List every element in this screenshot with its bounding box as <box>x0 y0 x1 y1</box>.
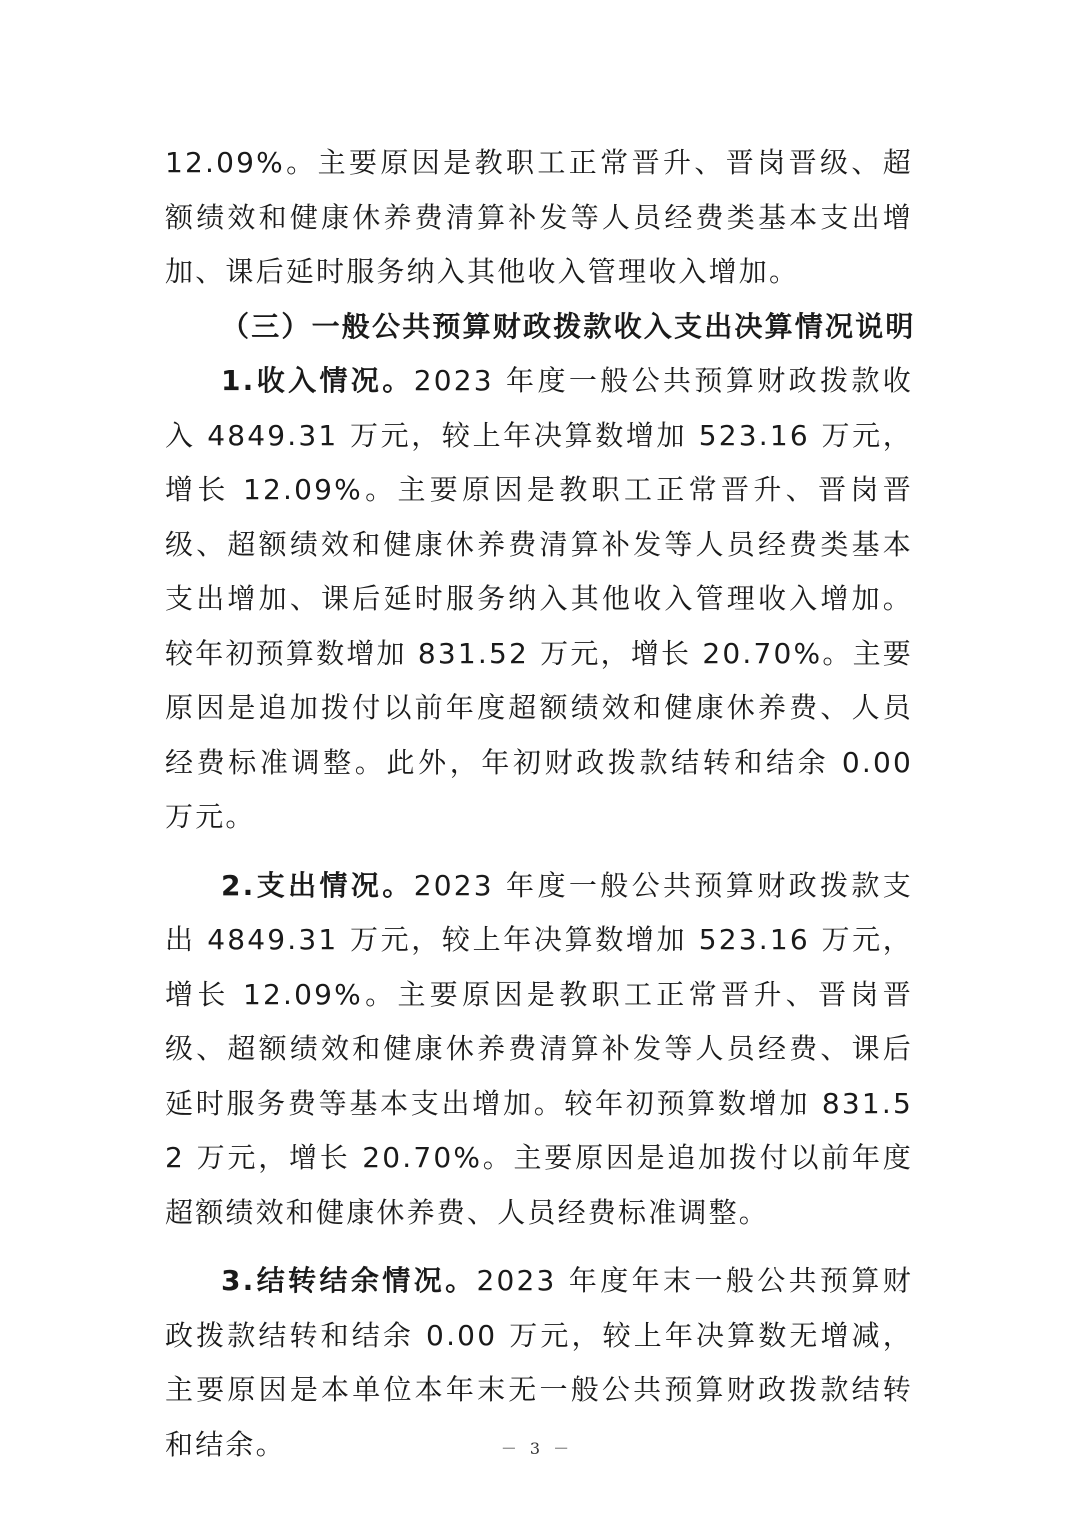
expenditure-text: 2023 年度一般公共预算财政拨款支出 4849.31 万元，较上年决算数增加 523.16 万元，增长 12.09%。主要原因是教职工正常晋升、晋岗晋级、超额绩效和健康休养费清算补发等人员经费、课后延时服务费等基本支出增加。较年初预算数增加 831.52 万元，增长 20.70%。主要原因是追加拨付以前年度超额绩效和健康休养费、人员经费标准调整。 <box>165 868 913 1229</box>
expenditure-lead: 2.支出情况。 <box>221 868 414 902</box>
income-text: 2023 年度一般公共预算财政拨款收入 4849.31 万元，较上年决算数增加 523.16 万元，增长 12.09%。主要原因是教职工正常晋升、晋岗晋级、超额绩效和健康休养费清算补发等人员经费类基本支出增加、课后延时服务纳入其他收入管理收入增加。较年初预算数增加 831.52 万元，增长 20.70%。主要原因是追加拨付以前年度超额绩效和健康休养费、人员经费标准调整。此外，年初财政拨款结转和结余 0.00 万元。 <box>165 364 913 833</box>
section-heading: （三）一般公共预算财政拨款收入支出决算情况说明 <box>221 309 916 343</box>
carryover-paragraph: 12.09%。主要原因是教职工正常晋升、晋岗晋级、超额绩效和健康休养费清算补发等人员经费类基本支出增加、课后延时服务纳入其他收入管理收入增加。 <box>165 146 913 288</box>
income-lead: 1.收入情况。 <box>221 364 414 397</box>
document-body <box>165 136 916 1472</box>
balance-text: 2023 年度年末一般公共预算财政拨款结转和结余 0.00 万元，较上年决算数无增减，主要原因是本单位本年末无一般公共预算财政拨款结转和结余。 <box>165 1264 913 1461</box>
income-paragraph <box>165 354 913 845</box>
balance-lead: 3.结转结余情况。 <box>221 1264 477 1297</box>
expenditure-paragraph <box>165 859 913 1241</box>
page-number: － 3 － <box>500 1439 574 1458</box>
